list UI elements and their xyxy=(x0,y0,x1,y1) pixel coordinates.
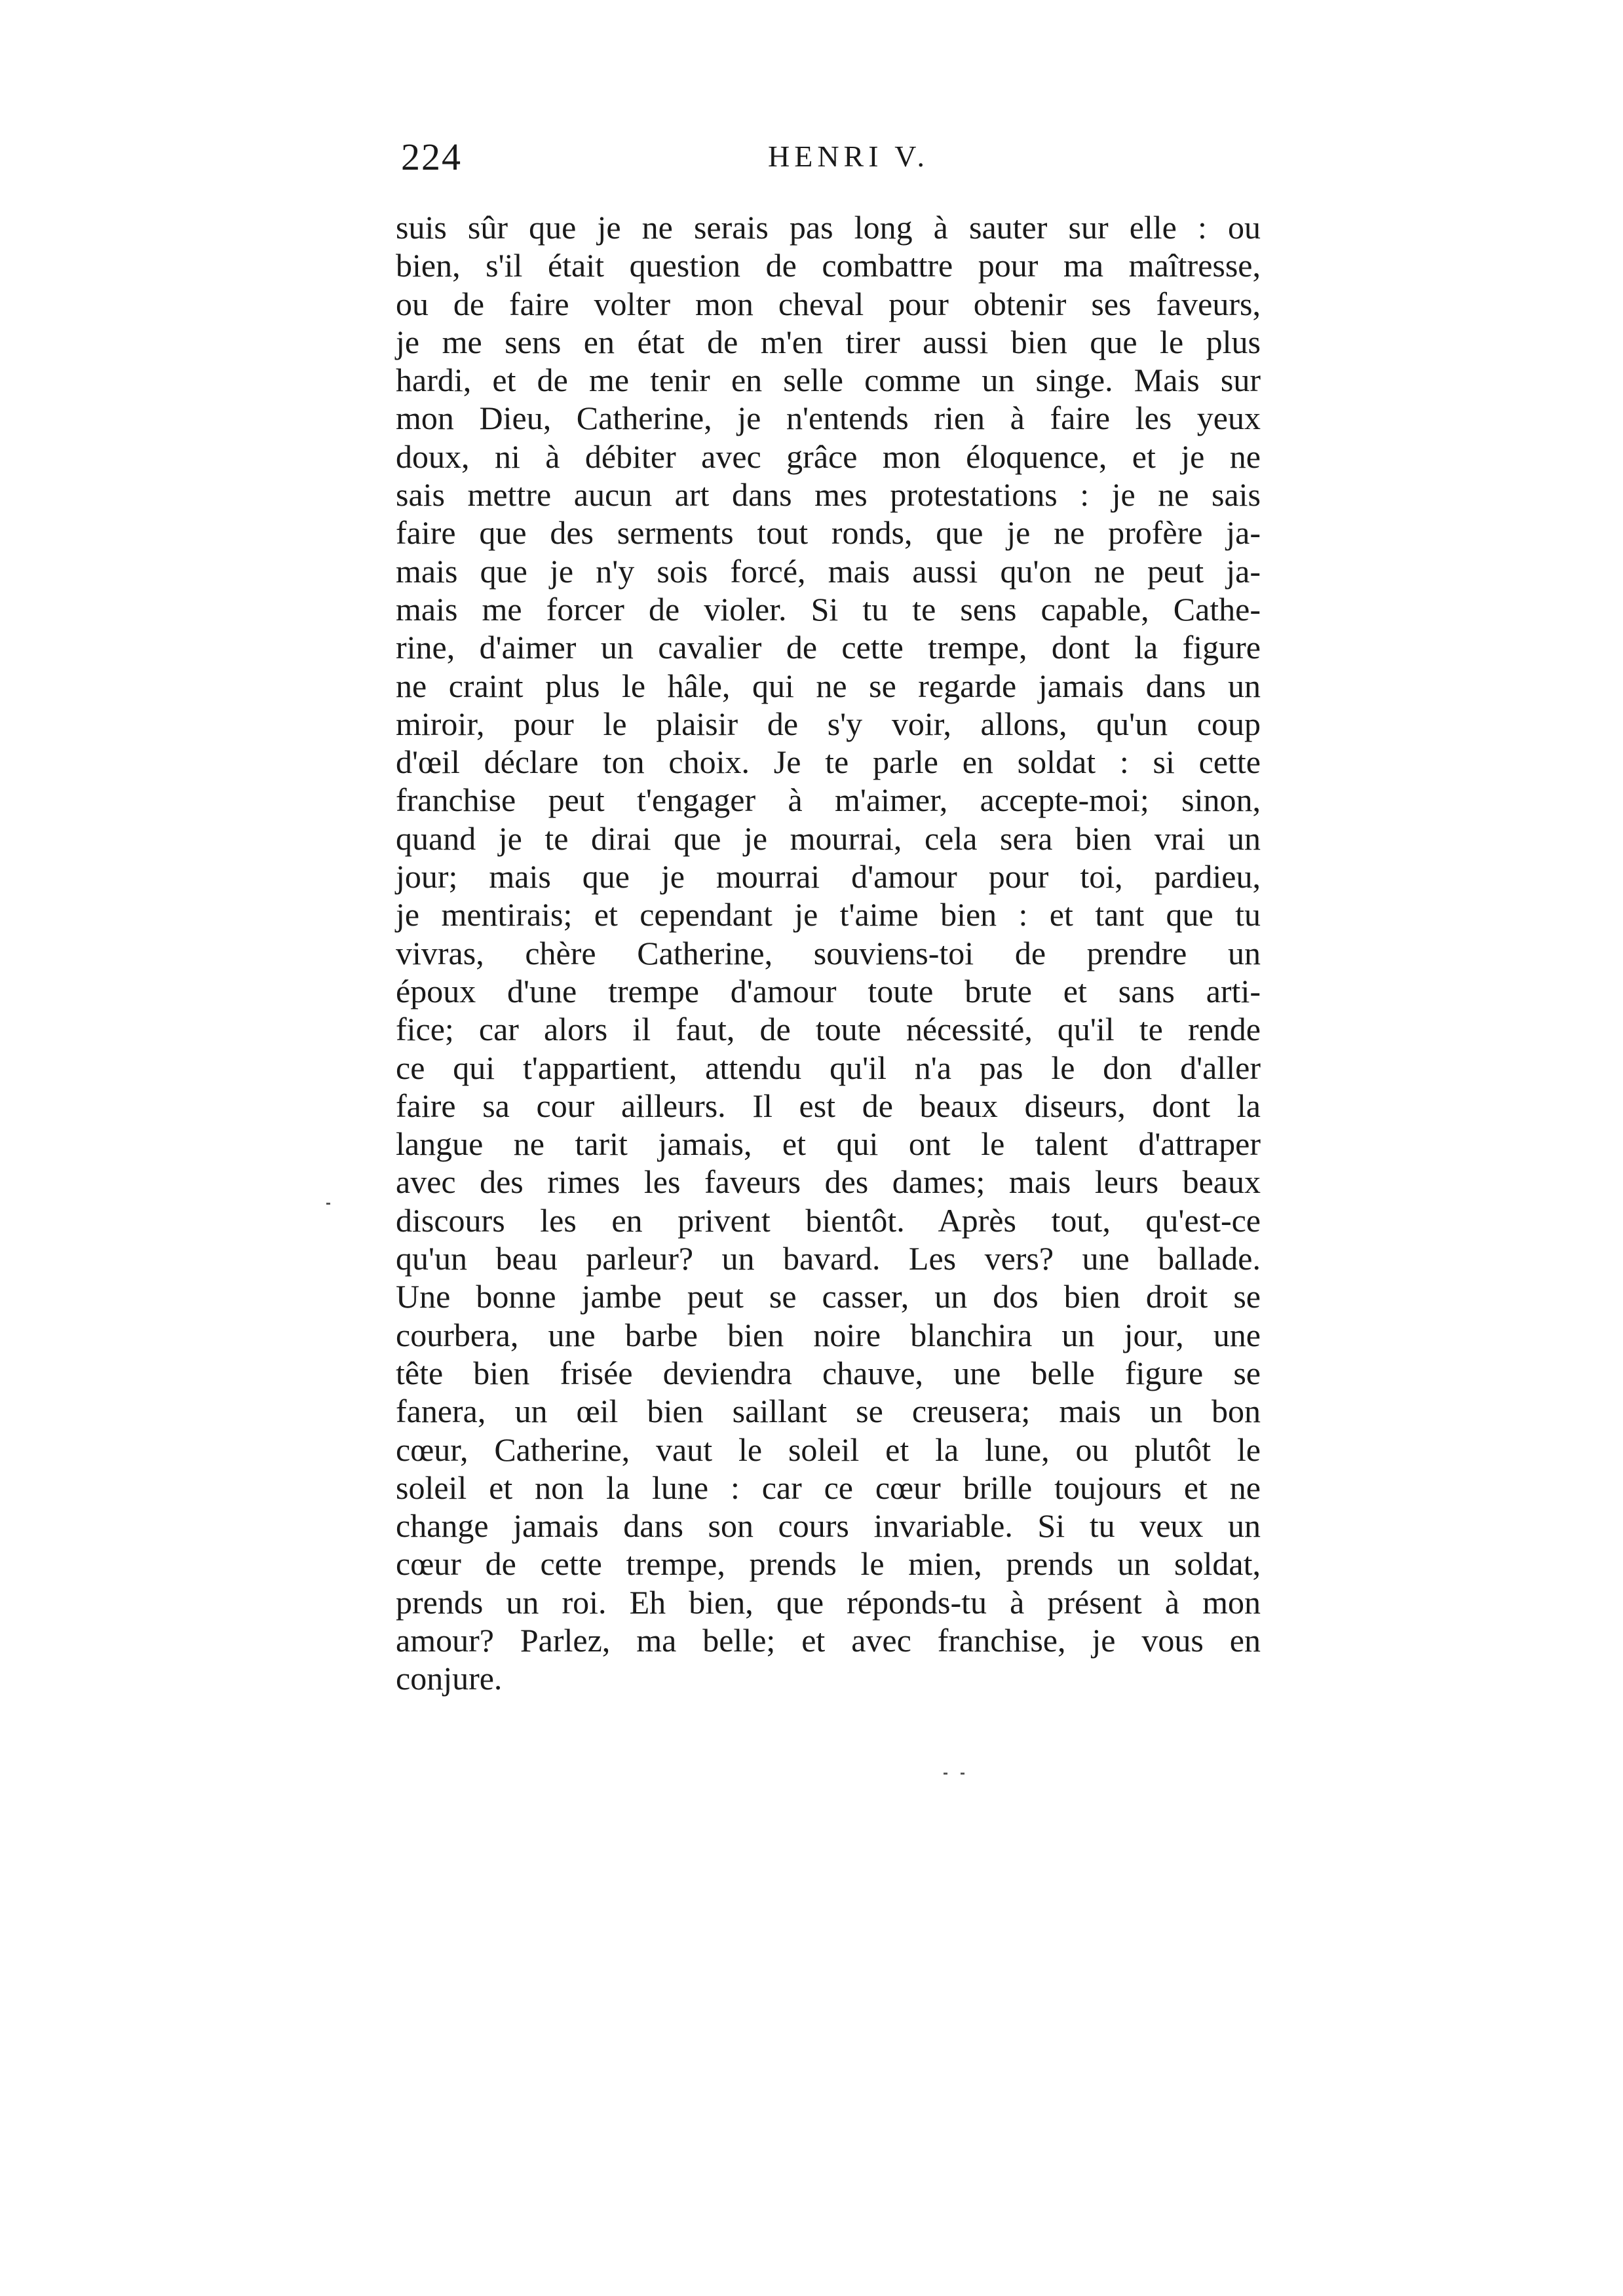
page-number: 224 xyxy=(401,136,462,178)
text-line: je mentirais; et cependant je t'aime bien : et tant que tu xyxy=(396,896,1261,933)
text-line: je me sens en état de m'en tirer aussi bien que le plus xyxy=(396,323,1261,360)
text-line: amour? Parlez, ma belle; et avec franchise, je vous en xyxy=(396,1621,1261,1659)
text-line: fice; car alors il faut, de toute nécessité, qu'il te rende xyxy=(396,1011,1261,1048)
running-head xyxy=(401,135,1266,181)
text-line: ce qui t'appartient, attendu qu'il n'a pas le don d'aller xyxy=(396,1049,1261,1086)
text-line: époux d'une trempe d'amour toute brute et sans arti- xyxy=(396,972,1261,1009)
text-line: soleil et non la lune : car ce cœur brille toujours et ne xyxy=(396,1469,1261,1506)
text-line: cœur de cette trempe, prends le mien, prends un soldat, xyxy=(396,1545,1261,1583)
text-line: conjure. xyxy=(396,1660,503,1697)
text-line: vivras, chère Catherine, souviens-toi de prendre un xyxy=(396,934,1261,971)
text-line: franchise peut t'engager à m'aimer, accepte-moi; sinon, xyxy=(396,781,1261,819)
text-line: faire sa cour ailleurs. Il est de beaux diseurs, dont la xyxy=(396,1087,1261,1124)
text-line: courbera, une barbe bien noire blanchira un jour, une xyxy=(396,1316,1261,1353)
text-line: Une bonne jambe peut se casser, un dos bien droit se xyxy=(396,1278,1261,1315)
text-line: discours les en privent bientôt. Après tout, qu'est-ce xyxy=(396,1201,1261,1239)
text-line: quand je te dirai que je mourrai, cela sera bien vrai un xyxy=(396,819,1261,857)
text-line: qu'un beau parleur? un bavard. Les vers? une ballade. xyxy=(396,1240,1261,1277)
text-line: prends un roi. Eh bien, que réponds-tu à présent à mon xyxy=(396,1583,1261,1621)
body-text xyxy=(396,208,1261,1698)
text-line: sais mettre aucun art dans mes protestations : je ne sais xyxy=(396,476,1261,514)
text-line: mon Dieu, Catherine, je n'entends rien à faire les yeux xyxy=(396,400,1261,437)
text-line: change jamais dans son cours invariable. Si tu veux un xyxy=(396,1507,1261,1545)
text-line: fanera, un œil bien saillant se creusera; mais un bon xyxy=(396,1393,1261,1430)
text-line: rine, d'aimer un cavalier de cette trempe, dont la figure xyxy=(396,629,1261,666)
text-line: ou de faire volter mon cheval pour obtenir ses faveurs, xyxy=(396,285,1261,322)
text-line: mais que je n'y sois forcé, mais aussi qu'on ne peut ja- xyxy=(396,552,1261,590)
text-line: bien, s'il était question de combattre pour ma maîtresse, xyxy=(396,247,1261,284)
text-line: doux, ni à débiter avec grâce mon éloquence, et je ne xyxy=(396,438,1261,475)
text-line: miroir, pour le plaisir de s'y voir, allons, qu'un coup xyxy=(396,705,1261,742)
text-line: langue ne tarit jamais, et qui ont le talent d'attraper xyxy=(396,1125,1261,1163)
text-line: faire que des serments tout ronds, que je ne profère ja- xyxy=(396,514,1261,552)
print-speck xyxy=(944,1773,947,1775)
text-line: tête bien frisée deviendra chauve, une belle figure se xyxy=(396,1354,1261,1391)
text-line: suis sûr que je ne serais pas long à sauter sur elle : ou xyxy=(396,209,1261,246)
text-line: jour; mais que je mourrai d'amour pour toi, pardieu, xyxy=(396,858,1261,895)
text-line: d'œil déclare ton choix. Je te parle en soldat : si cette xyxy=(396,743,1261,781)
text-line: avec des rimes les faveurs des dames; mais leurs beaux xyxy=(396,1163,1261,1201)
text-line: hardi, et de me tenir en selle comme un singe. Mais sur xyxy=(396,362,1261,399)
running-title: HENRI V. xyxy=(768,140,929,173)
text-line: cœur, Catherine, vaut le soleil et la lune, ou plutôt le xyxy=(396,1431,1261,1468)
text-line: ne craint plus le hâle, qui ne se regarde jamais dans un xyxy=(396,667,1261,704)
text-line: mais me forcer de violer. Si tu te sens capable, Cathe- xyxy=(396,590,1261,628)
print-speck xyxy=(961,1773,964,1775)
margin-speck xyxy=(326,1203,330,1205)
